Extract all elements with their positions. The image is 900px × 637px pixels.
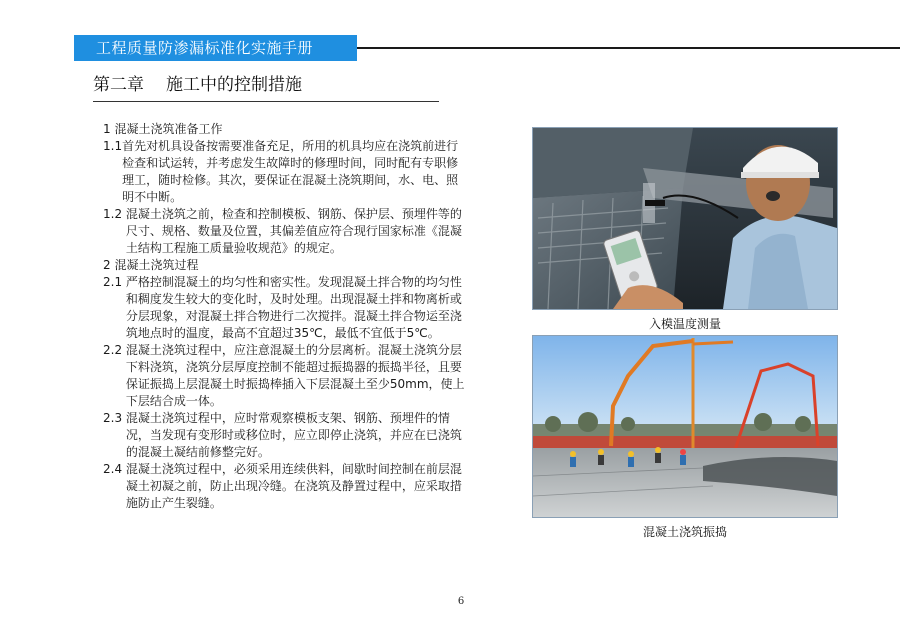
para-number: 1.2 — [103, 207, 126, 221]
para-number: 2.4 — [103, 462, 126, 476]
chapter-number: 第二章 — [93, 75, 144, 95]
paragraph — [103, 274, 465, 342]
figure-temperature — [532, 127, 838, 332]
chapter-heading — [93, 72, 302, 98]
paragraph — [103, 138, 465, 206]
figure-caption: 混凝土浇筑振捣 — [642, 525, 727, 539]
paragraph — [103, 342, 465, 410]
para-text: 混凝土浇筑过程 — [114, 258, 199, 272]
figure-caption: 入模温度测量 — [648, 317, 721, 331]
para-text: 首先对机具设备按需要准备充足，所用的机具均应在浇筑前进行检查和试运转，并考虑发生故障时的修理时间，同时配有专职修理工，随时检修。其次，要保证在混凝土浇筑期间，水、电、照明不中断。 — [122, 139, 459, 204]
chapter-underline — [93, 101, 439, 102]
paragraph — [103, 461, 465, 512]
para-text: 混凝土浇筑之前，检查和控制模板、钢筋、保护层、预埋件等的尺寸、规格、数量及位置，其偏差值应符合现行国家标准《混凝土结构工程施工质量验收规范》的规定。 — [125, 207, 462, 255]
para-text: 混凝土浇筑过程中，应时常观察模板支架、钢筋、预埋件的情况，当发现有变形时或移位时，应立即停止浇筑，并应在已浇筑的混凝土凝结前修整完好。 — [125, 411, 462, 459]
temperature-photo — [532, 127, 838, 310]
chapter-title: 施工中的控制措施 — [166, 75, 302, 95]
para-number: 2.1 — [103, 275, 126, 289]
concrete-pouring-image — [533, 336, 837, 517]
para-number: 2 — [103, 258, 115, 272]
para-text: 混凝土浇筑准备工作 — [114, 122, 223, 136]
section-heading — [103, 121, 465, 138]
paragraph — [103, 206, 465, 257]
para-text: 混凝土浇筑过程中，必须采用连续供料，间歇时间控制在前层混凝土初凝之前，防止出现冷缝。在浇筑及静置过程中，应采取措施防止产生裂缝。 — [125, 462, 462, 510]
paragraph — [103, 410, 465, 461]
para-text: 严格控制混凝土的均匀性和密实性。发现混凝土拌合物的均匀性和稠度发生较大的变化时，及时处理。出现混凝土拌和物离析或分层现象，对混凝土拌合物进行二次搅拌。混凝土拌合物运至浇筑地点时的温度，最高不宜超过35℃，最低不宜低于5℃。 — [125, 275, 462, 340]
section-heading — [103, 257, 465, 274]
figure-pouring — [532, 335, 838, 540]
header-rule — [357, 47, 900, 49]
para-number: 1.1 — [103, 139, 123, 153]
manual-title-banner — [74, 35, 357, 61]
worker-measuring-image — [533, 128, 837, 309]
pouring-photo — [532, 335, 838, 518]
page-number: 6 — [457, 596, 465, 607]
manual-title: 工程质量防渗漏标准化实施手册 — [96, 39, 314, 57]
para-number: 2.2 — [103, 343, 126, 357]
para-number: 2.3 — [103, 411, 126, 425]
body-text — [103, 121, 465, 512]
para-number: 1 — [103, 122, 115, 136]
para-text: 混凝土浇筑过程中，应注意混凝土的分层离析。混凝土浇筑分层下料浇筑，浇筑分层厚度控制不能超过振捣器的振捣半径，且要保证振捣上层混凝土时振捣棒插入下层混凝土至少50mm，使上下层结合成一体。 — [125, 343, 465, 408]
